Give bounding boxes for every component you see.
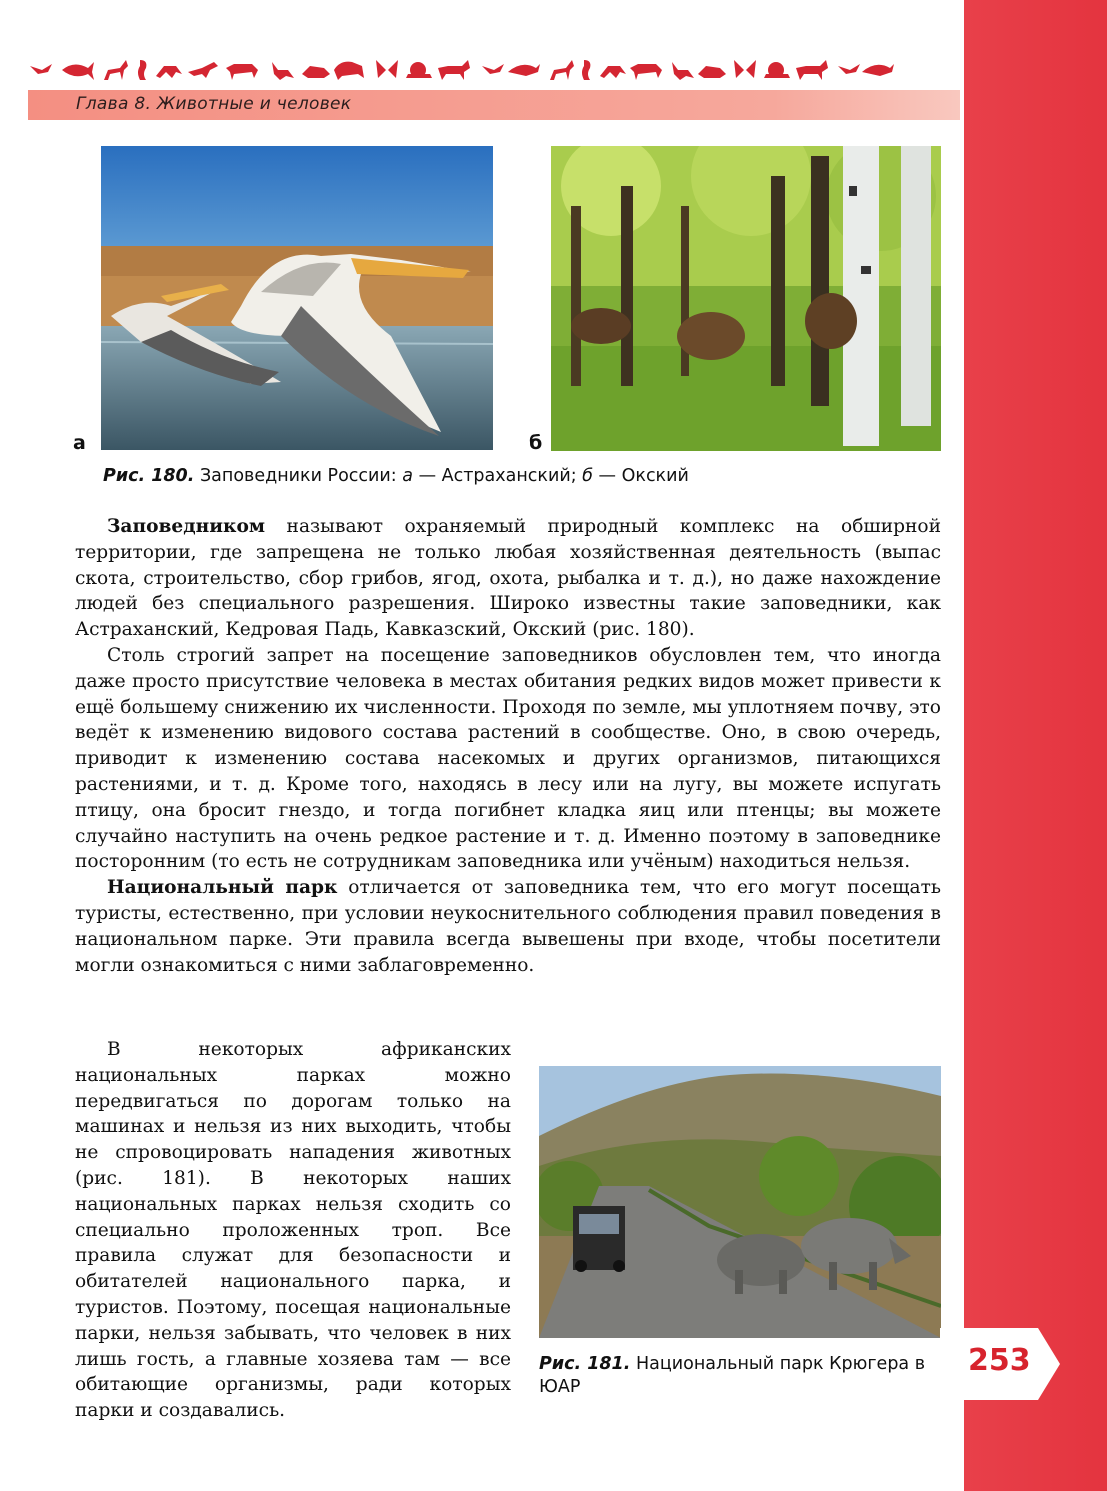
bird-icon <box>30 64 52 74</box>
bird-icon <box>838 64 860 74</box>
photo-pelicans <box>101 146 493 450</box>
bull-icon <box>226 64 258 80</box>
bull-icon <box>630 64 662 80</box>
paragraph-african-parks: В некоторых африканских национальных парках можно передвигаться по дорогам только на машинах и нельзя из них выходить, чтобы не спровоцировать нападения животных (рис. 181). В некоторых наших национальных парках нельзя сходить со специально проложенных троп. Все правила служат для безопасности и обитателей национального парка, и туристов. Поэтому, посещая национальные парки, нельзя забывать, что человек в них лишь гость, а главные хозяева там — все обитающие организмы, ради которых парки и создавались. <box>75 1039 511 1422</box>
frog-icon <box>156 66 182 78</box>
figure-181-number: Рис. 181. <box>539 1354 631 1374</box>
deer-icon <box>104 60 128 80</box>
cat-icon <box>272 62 294 80</box>
paragraph-national-park: Национальный парк отличается от заповедника тем, что его могут посещать туристы, естественно, при условии неукоснительного соблюдения правил поведения в национальном парке. Эти правила всегда вывешены при входе, чтобы посетители могли ознакомиться с ними заблаговременно. <box>75 877 942 976</box>
rat-icon <box>302 66 330 78</box>
figure-181-caption: Рис. 181. Национальный парк Крюгера в ЮАР <box>539 1354 926 1397</box>
fish-icon <box>62 62 94 80</box>
bird-icon <box>482 64 504 74</box>
figure-label-a: а <box>73 432 86 454</box>
paragraph-restriction: Столь строгий запрет на посещение заповедников обусловлен тем, что иногда даже просто присутствие человека в местах обитания редких видов может привести к ещё большему снижению их численности. Проходя по земле, мы уплотняем почву, это ведёт к изменению видового состава растений в сообществе. Оно, в свою очередь, приводит к изменению состава насекомых и других организмов, питающихся растениями, и т. д. Кроме того, находясь в лесу или на лугу, вы можете испугать птицу, она бросит гнездо, и тогда погибнет кладка яиц или птенцы; вы можете случайно наступить на очень редкое растение и т. д. Именно поэтому в заповеднике посторонним (то есть не сотрудникам заповедника или учёным) находиться нельзя. <box>75 644 941 873</box>
bison-icon <box>334 62 364 80</box>
dolphin-icon <box>862 64 894 76</box>
lizard-icon <box>188 62 218 78</box>
dolphin-icon <box>508 64 540 76</box>
page-number: 253 <box>968 1343 1031 1378</box>
main-text <box>75 514 941 978</box>
deer-icon <box>550 60 574 80</box>
cat-icon <box>672 62 694 80</box>
photo-bison-forest <box>551 146 941 451</box>
figure-180-caption: Рис. 180. Заповедники России: а — Астраханский; б — Окский <box>103 466 689 486</box>
butterfly-icon <box>376 60 398 78</box>
figure-180-number: Рис. 180. <box>103 466 195 486</box>
chapter-title: Глава 8. Животные и человек <box>76 94 352 114</box>
seahorse-icon <box>138 60 146 80</box>
page-edge-band <box>964 0 1107 1491</box>
paragraph-zapovednik: Заповедником называют охраняемый природный комплекс на обширной территории, где запрещена не только любая хозяйственная деятельность (выпас скота, строительство, сбор грибов, ягод, охота, рыбалка и т. д.), но даже нахождение людей без специального разрешения. Широко известны такие заповедники, как Астраханский, Кедровая Падь, Кавказский, Окский (рис. 180). <box>75 516 941 641</box>
horse-icon <box>796 60 828 80</box>
chapter-header-bar <box>28 90 960 120</box>
rat-icon <box>698 66 726 78</box>
seahorse-icon <box>582 60 590 80</box>
butterfly-icon <box>734 60 756 78</box>
photo-kruger-park <box>539 1066 941 1338</box>
frog-icon <box>600 66 626 78</box>
figure-label-b: б <box>529 432 543 454</box>
snail-icon <box>406 62 432 78</box>
animal-silhouettes-decoration <box>28 56 908 84</box>
horse-icon <box>438 60 470 80</box>
snail-icon <box>764 62 790 78</box>
